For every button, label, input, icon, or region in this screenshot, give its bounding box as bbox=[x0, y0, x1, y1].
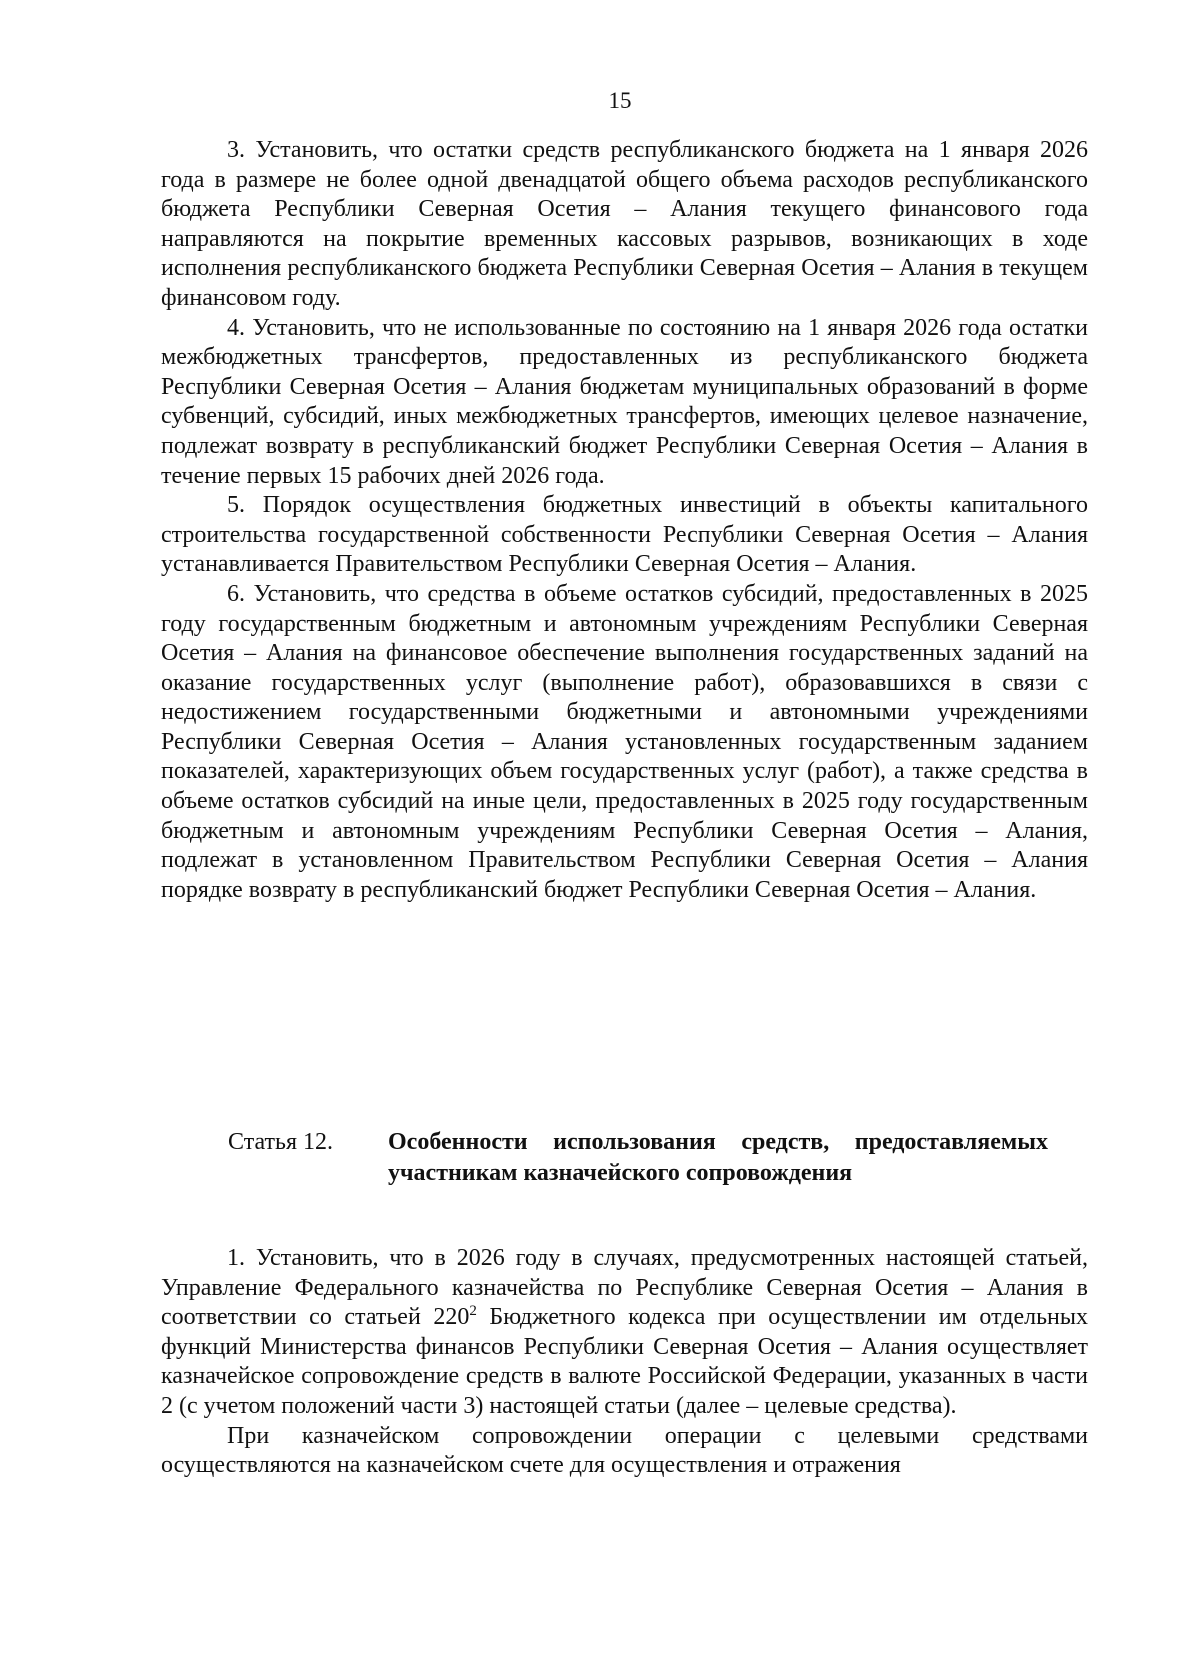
paragraph-item-5: 5. Порядок осуществления бюджетных инвестиций в объекты капитального строительства государственной собственности Республики Северная Осетия – Алания устанавливается Правительством Республики Северная Осетия – Алания. bbox=[161, 492, 1088, 578]
article-paragraph-2: При казначейском сопровождении операции с целевыми средствами осуществляются на казначейском счете для осуществления и отражения bbox=[161, 1422, 1088, 1479]
article-paragraph-1-text-a: 1. Установить, что в 2026 году в случаях, предусмотренных настоящей статьей, Управление Федерального казначейства по Республике Северная Осетия – Алания в соответствии со статьей 220 bbox=[161, 1245, 1088, 1331]
article-reference-superscript: 2 bbox=[469, 1303, 477, 1320]
page-number: 15 bbox=[608, 88, 632, 113]
body-text-bottom bbox=[161, 1244, 1088, 1481]
paragraph-item-3: 3. Установить, что остатки средств республиканского бюджета на 1 января 2026 года в размере не более одной двенадцатой общего объема расходов республиканского бюджета Республики Северная Осетия – Алания текущего финансового года направляются на покрытие временных кассовых разрывов, возникающих в ходе исполнения республиканского бюджета Республики Северная Осетия – Алания в текущем финансовом году. bbox=[161, 137, 1088, 311]
article-label: Статья 12. bbox=[228, 1129, 333, 1155]
article-heading bbox=[228, 1127, 1088, 1223]
paragraph-item-6: 6. Установить, что средства в объеме остатков субсидий, предоставленных в 2025 году государственным бюджетным и автономным учреждениям Республики Северная Осетия – Алания на финансовое обеспечение выполнения государственных заданий на оказание государственных услуг (выполнение работ), образовавшихся в связи с недостижением государственными бюджетными и автономными учреждениями Республики Северная Осетия – Алания установленных государственным заданием показателей, характеризующих объем государственных услуг (работ), а также средства в объеме остатков субсидий на иные цели, предоставленных в 2025 году государственным бюджетным и автономным учреждениям Республики Северная Осетия – Алания, подлежат в установленном Правительством Республики Северная Осетия – Алания порядке возврату в республиканский бюджет Республики Северная Осетия – Алания. bbox=[161, 580, 1088, 903]
article-paragraph-1 bbox=[161, 1244, 1088, 1422]
body-text-top bbox=[161, 136, 1088, 905]
article-title: Особенности использования средств, предоставляемых участникам казначейского сопровождения bbox=[388, 1129, 1048, 1186]
paragraph-item-4: 4. Установить, что не использованные по состоянию на 1 января 2026 года остатки межбюджетных трансфертов, предоставленных из республиканского бюджета Республики Северная Осетия – Алания бюджетам муниципальных образований в форме субвенций, субсидий, иных межбюджетных трансфертов, имеющих целевое назначение, подлежат возврату в республиканский бюджет Республики Северная Осетия – Алания в течение первых 15 рабочих дней 2026 года. bbox=[161, 314, 1088, 489]
article-paragraph-1-text-b: Бюджетного кодекса при осуществлении им отдельных функций Министерства финансов Республики Северная Осетия – Алания осуществляет казначейское сопровождение средств в валюте Российской Федерации, указанных в части 2 (с учетом положений части 3) настоящей статьи (далее – целевые средства). bbox=[161, 1304, 1088, 1419]
